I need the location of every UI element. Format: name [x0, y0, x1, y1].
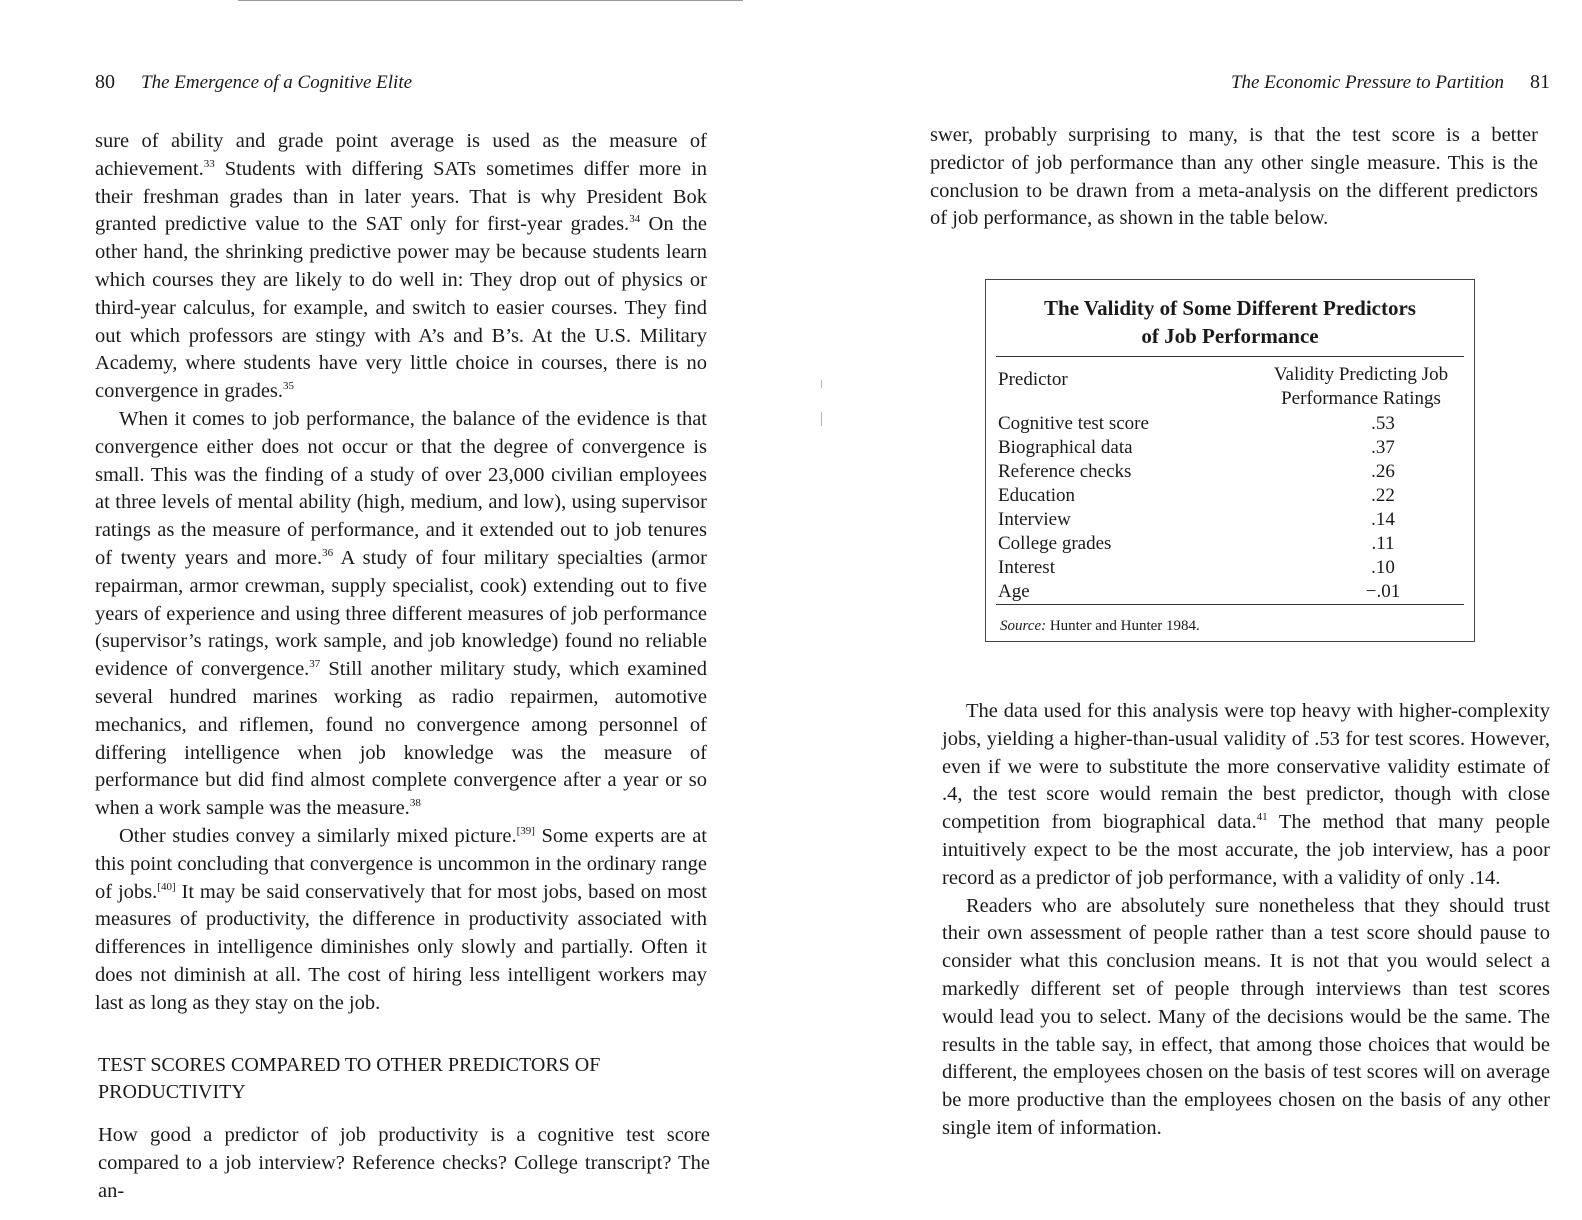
table-row [998, 484, 1458, 508]
gutter-mark [821, 412, 822, 426]
right-page [930, 0, 1550, 1220]
predictor-cell: Interview [998, 509, 1071, 530]
text-run: Readers who are absolutely sure nonetheless that they should trust their own assessment of people rather than a test score should pause to consider what this conclusion means. It is not that you would select a markedly different set of people through interviews than test scores would lead you to select. Many of the decisions would be the same. The results in the table say, in effect, that among those choices that would be different, the employees chosen on the basis of test scores will on average be more productive than the employees chosen on the basis of any other single item of information. [942, 894, 1550, 1139]
text-run: The data used for this analysis were top heavy with higher-complexity jobs, yielding a higher-than-usual validity of .53 for test scores. However, even if we were to substitute the more conservative validity estimate of .4, the test score would remain the best predictor, though with close competition from biographical data. [942, 700, 1550, 834]
table-rule-top [996, 356, 1464, 357]
table-row [998, 532, 1458, 556]
predictor-cell: Interest [998, 557, 1055, 578]
section-heading: TEST SCORES COMPARED TO OTHER PREDICTORS OF PRODUCTIVITY [98, 1054, 601, 1103]
column-header-line: Performance Ratings [1281, 388, 1441, 409]
table-row [998, 412, 1458, 436]
footnote-marker: 36 [322, 546, 334, 559]
table-row [998, 556, 1458, 580]
source-text: Hunter and Hunter 1984. [1046, 618, 1200, 634]
gutter-mark [821, 380, 822, 388]
table-row [998, 508, 1458, 532]
text-run: Some experts are at this point concluding that convergence is uncommon in the ordinary range of jobs. [95, 824, 707, 903]
text-run: On the other hand, the shrinking predictive power may be because students learn which courses they are likely to do well in: They drop out of physics or third-year calculus, for example, and switch to easier courses. They find out which professors are stingy with A’s and B’s. At the U.S. Military Academy, where students have very little choice in courses, there is no convergence in grades. [95, 213, 707, 403]
predictor-cell: Age [998, 581, 1030, 602]
footnote-marker: 34 [629, 213, 641, 226]
footnote-marker: 38 [409, 797, 421, 810]
validity-cell: .14 [1371, 509, 1395, 530]
paragraph [942, 698, 1550, 893]
left-page [95, 0, 710, 1220]
text-run: The method that many people intuitively expect to be the most accurate, the job interview, has a poor record as a predictor of job performance, with a validity of only .14. [942, 811, 1550, 889]
predictor-cell: Reference checks [998, 461, 1132, 482]
column-header-line: Validity Predicting Job [1273, 364, 1449, 385]
left-body-text-end [98, 1122, 710, 1205]
predictor-cell: Cognitive test score [998, 413, 1149, 434]
predictor-validity-table [985, 279, 1475, 642]
validity-cell: .22 [1371, 485, 1395, 506]
footnote-marker: 41 [1256, 811, 1268, 824]
table-body [998, 412, 1458, 604]
validity-cell: .11 [1371, 533, 1395, 554]
text-run: Still another military study, which examined several hundred marines working as radio repairmen, automotive mechanics, and riflemen, found no convergence among personnel of differing intelligence when job knowledge was the measure of performance but did find almost complete convergence after a year or so when a work sample was the measure. [95, 658, 707, 820]
table-rule-bottom [996, 604, 1464, 605]
table-row [998, 436, 1458, 460]
footnote-marker: 33 [203, 157, 215, 170]
predictor-cell: Education [998, 485, 1076, 506]
column-header-validity [1256, 363, 1466, 411]
text-run: A study of four military specialties (armor repairman, armor crewman, supply specialist, cook) extending out to five years of experience and using three different measures of job performance (supervisor’s ratings, work sample, and job knowledge) found no reliable evidence of convergence. [95, 546, 708, 681]
right-body-text [942, 698, 1550, 1143]
text-run: It may be said conservatively that for most jobs, based on most measures of productivity, the difference in productivity associated with differences in intelligence diminishes only slowly and partially. Often it does not diminish at all. The cost of hiring less intelligent workers may last as long as they stay on the job. [95, 880, 707, 1014]
table-source [1000, 616, 1200, 636]
validity-cell: .53 [1371, 413, 1395, 434]
paragraph [95, 128, 707, 406]
page-number: 81 [1530, 71, 1550, 93]
page-number: 80 [95, 71, 115, 93]
footnote-marker: 37 [309, 658, 321, 671]
table-title-line: The Validity of Some Different Predictors [1044, 296, 1416, 320]
left-body-text [95, 128, 707, 1018]
text-run: When it comes to job performance, the balance of the evidence is that convergence either does not occur or that the degree of convergence is small. This was the finding of a study of over 23,000 civilian employees at three levels of mental ability (high, medium, and low), using supervisor ratings as the measure of performance, and it extended out to job tenures of twenty years and more. [95, 407, 707, 569]
text-run: sure of ability and grade point average is used as the measure of achievement. [95, 130, 707, 180]
running-title: The Emergence of a Cognitive Elite [141, 72, 413, 93]
validity-cell: .10 [1371, 557, 1395, 578]
footnote-marker: [39] [516, 824, 535, 837]
validity-cell: .26 [1371, 461, 1395, 482]
running-title: The Economic Pressure to Partition [1230, 72, 1504, 93]
footnote-marker: 35 [283, 380, 295, 393]
right-running-head [1231, 68, 1550, 96]
source-label: Source: [1000, 618, 1047, 634]
paragraph [95, 823, 707, 1018]
paragraph: How good a predictor of job productivity is a cognitive test score compared to a job interview? Reference checks? College transcript? The an- [98, 1124, 710, 1202]
validity-cell: .37 [1371, 437, 1395, 458]
footnote-marker: [40] [157, 880, 176, 893]
left-running-head [95, 68, 412, 96]
validity-cell: −.01 [1365, 581, 1401, 602]
table-title-line: of Job Performance [1141, 324, 1319, 348]
table-row [998, 580, 1458, 604]
table-title [986, 294, 1474, 350]
paragraph [95, 406, 707, 823]
predictor-cell: College grades [998, 533, 1112, 554]
text-run: Students with differing SATs sometimes differ more in their freshman grades than in later years. That is why President Bok granted predictive value to the SAT only for first-year grades. [95, 157, 707, 236]
right-body-text-start [930, 122, 1538, 233]
predictor-cell: Biographical data [998, 437, 1133, 458]
paragraph: swer, probably surprising to many, is that the test score is a better predictor of job performance than any other single measure. This is the conclusion to be drawn from a meta-analysis on the different predictors of job performance, as shown in the table below. [930, 124, 1538, 230]
paragraph [942, 893, 1550, 1143]
table-row [998, 460, 1458, 484]
text-run: Other studies convey a similarly mixed picture. [119, 824, 517, 847]
column-header-predictor: Predictor [998, 369, 1068, 390]
